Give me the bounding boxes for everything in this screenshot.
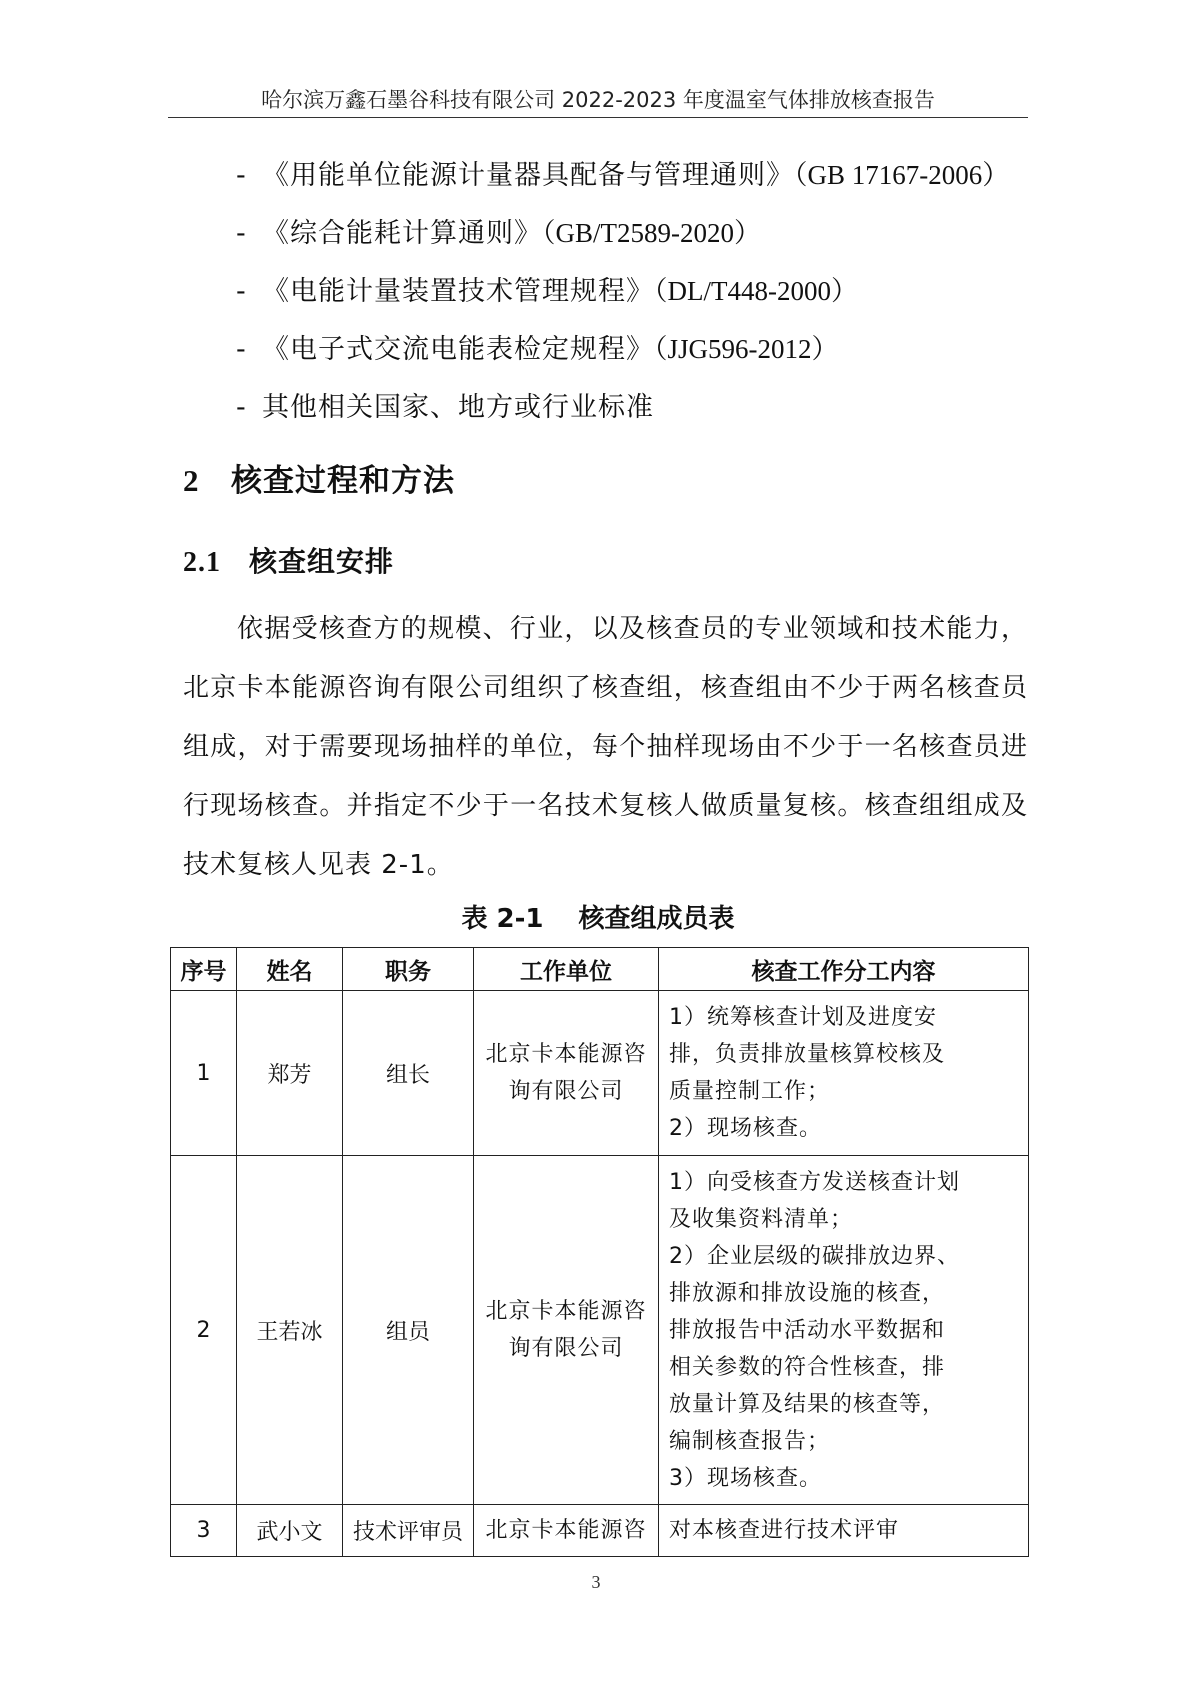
cell-number: 1 <box>171 991 237 1156</box>
dash-marker: - <box>236 276 247 307</box>
duty-line: 1）统筹核查计划及进度安 <box>669 1005 937 1030</box>
table-row <box>171 1156 1029 1505</box>
duty-line: 质量控制工作； <box>669 1079 831 1104</box>
reference-item <box>236 266 1009 324</box>
reference-item <box>236 208 1009 266</box>
duty-line: 放量计算及结果的核查等， <box>669 1391 946 1417</box>
cell-unit <box>474 991 659 1156</box>
column-header: 工作单位 <box>474 948 659 991</box>
unit-line: 北京卡本能源咨 <box>485 1042 647 1067</box>
duty-line: 2）现场核查。 <box>669 1116 822 1141</box>
table-row <box>171 991 1029 1156</box>
page-number: 3 <box>591 1572 601 1592</box>
column-header: 姓名 <box>237 948 343 991</box>
column-header: 职务 <box>343 948 474 991</box>
unit-line: 询有限公司 <box>508 1336 624 1361</box>
cell-name: 武小文 <box>237 1505 343 1557</box>
reference-item <box>236 150 1009 208</box>
reference-code: （JJG596-2012） <box>654 334 839 364</box>
cell-role: 组员 <box>343 1156 474 1505</box>
cell-role: 技术评审员 <box>343 1505 474 1557</box>
cell-number: 2 <box>171 1156 237 1505</box>
duty-line: 排放报告中活动水平数据和 <box>669 1317 946 1343</box>
dash-marker: - <box>236 160 247 191</box>
cell-duties <box>659 991 1029 1156</box>
dash-marker: - <box>236 392 247 423</box>
cell-duties <box>659 1505 1029 1557</box>
duty-line: 排放源和排放设施的核查， <box>669 1280 946 1306</box>
duty-line: 3）现场核查。 <box>669 1465 822 1491</box>
body-paragraph: 依据受核查方的规模、行业，以及核查员的专业领域和技术能力，北京卡本能源咨询有限公司组织了核查组，核查组由不少于两名核查员组成，对于需要现场抽样的单位，每个抽样现场由不少于一名核查员进行现场核查。并指定不少于一名技术复核人做质量复核。核查组组成及技术复核人见表 2-1。 <box>183 614 1028 880</box>
reference-item <box>236 382 1009 440</box>
subsection-heading <box>183 540 394 580</box>
unit-line: 北京卡本能源咨 <box>485 1518 647 1543</box>
reference-title: 《电能计量装置技术管理规程》 <box>262 276 654 307</box>
column-header: 核查工作分工内容 <box>659 948 1029 991</box>
column-header: 序号 <box>171 948 237 991</box>
unit-line: 询有限公司 <box>508 1079 624 1104</box>
reference-item <box>236 324 1009 382</box>
table-header-row <box>171 948 1029 991</box>
dash-marker: - <box>236 334 247 365</box>
subsection-title: 核查组安排 <box>249 545 395 578</box>
duty-line: 2）企业层级的碳排放边界、 <box>669 1243 960 1269</box>
page-header: 哈尔滨万鑫石墨谷科技有限公司 2022-2023 年度温室气体排放核查报告 <box>261 88 935 112</box>
cell-unit <box>474 1505 659 1557</box>
reference-list <box>236 150 1009 440</box>
cell-name: 王若冰 <box>237 1156 343 1505</box>
cell-name: 郑芳 <box>237 991 343 1156</box>
dash-marker: - <box>236 218 247 249</box>
reference-title: 《用能单位能源计量器具配备与管理通则》 <box>262 160 794 191</box>
duty-line: 排，负责排放量核算校核及 <box>669 1042 946 1067</box>
unit-line: 北京卡本能源咨 <box>485 1299 647 1324</box>
header-divider <box>168 117 1028 118</box>
reference-title: 《综合能耗计算通则》 <box>262 218 542 249</box>
section-number: 2 <box>183 463 200 498</box>
cell-role: 组长 <box>343 991 474 1156</box>
duty-line: 编制核查报告； <box>669 1428 831 1454</box>
section-title: 核查过程和方法 <box>231 463 455 499</box>
duty-line: 及收集资料清单； <box>669 1206 854 1232</box>
reference-code: （GB/T2589-2020） <box>542 218 761 248</box>
reference-code: （DL/T448-2000） <box>654 276 858 306</box>
table-row <box>171 1505 1029 1557</box>
reference-code: （GB 17167-2006） <box>794 160 1010 190</box>
subsection-number: 2.1 <box>183 547 221 578</box>
section-heading <box>183 455 455 500</box>
duty-line: 对本核查进行技术评审 <box>669 1518 900 1543</box>
duty-line: 相关参数的符合性核查，排 <box>669 1354 946 1380</box>
cell-number: 3 <box>171 1505 237 1557</box>
reference-title: 《电子式交流电能表检定规程》 <box>262 334 654 365</box>
duty-line: 1）向受核查方发送核查计划 <box>669 1169 960 1195</box>
team-members-table <box>170 947 1029 1557</box>
cell-duties <box>659 1156 1029 1505</box>
table-caption: 表 2-1 核查组成员表 <box>461 904 735 934</box>
reference-title: 其他相关国家、地方或行业标准 <box>262 392 654 423</box>
cell-unit <box>474 1156 659 1505</box>
